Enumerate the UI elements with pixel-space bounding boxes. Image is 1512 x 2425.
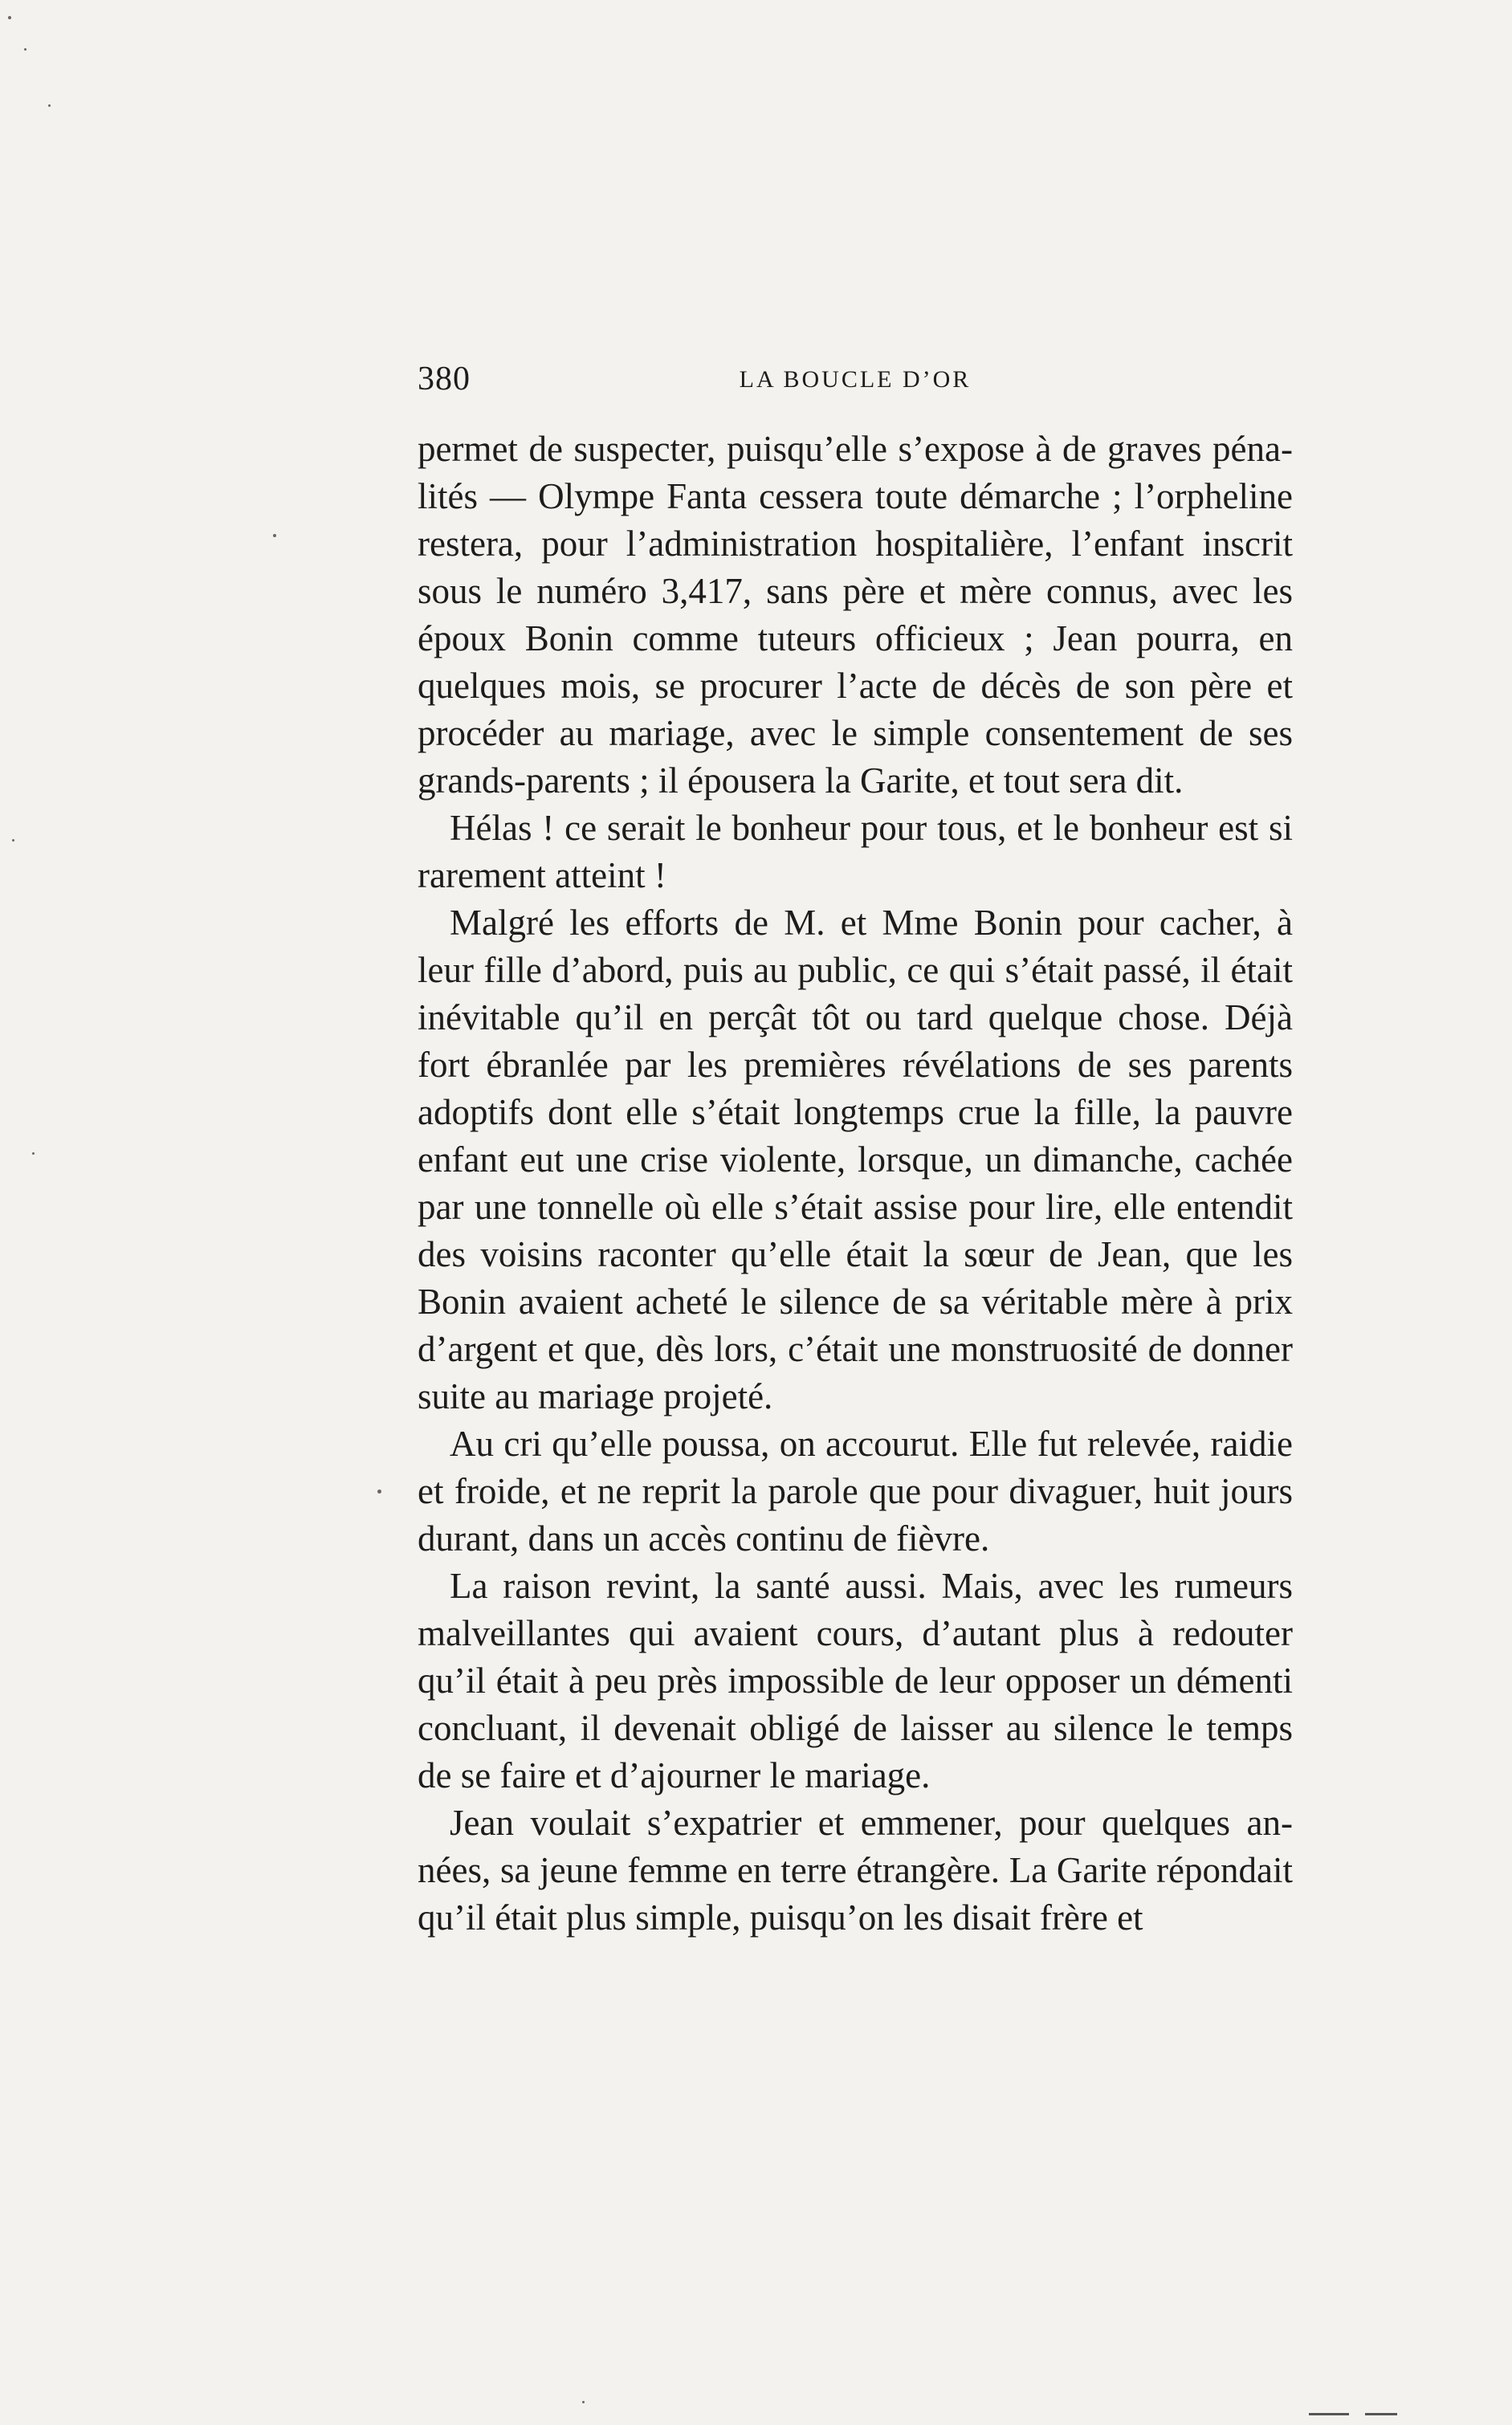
scan-speck bbox=[582, 2401, 585, 2403]
running-title: LA BOUCLE D’OR bbox=[739, 366, 972, 393]
scan-speck bbox=[24, 48, 26, 51]
paragraph-3: Malgré les efforts de M. et Mme Bonin pour cacher, à leur fille d’abord, puis au public, ce qui s’était passé, il était inévitable qu’il en perçât tôt ou tard quelque chose. Déjà fort ébranlée par les premières révélations de ses parents adoptifs dont elle s’était longtemps crue la fille, la pauvre enfant eut une crise violente, lorsque, un dimanche, cachée par une tonnelle où elle s’était assise pour lire, elle entendit des voisins raconter qu’elle était la sœur de Jean, que les Bonin avaient acheté le silence de sa véritable mère à prix d’argent et que, dès lors, c’était une monstruosité de donner suite au mariage projeté. bbox=[418, 903, 1293, 1416]
scan-speck bbox=[48, 104, 51, 107]
scan-speck bbox=[8, 16, 11, 19]
paragraph-4: Au cri qu’elle poussa, on accourut. Elle fut relevée, raidie et froide, et ne reprit la parole que pour divaguer, huit jours durant, dans un accès continu de fièvre. bbox=[418, 1424, 1293, 1559]
paragraph-2: Hélas ! ce serait le bonheur pour tous, et le bonheur est si rarement atteint ! bbox=[418, 808, 1293, 895]
scan-mark bbox=[1309, 2413, 1349, 2415]
page-number: 380 bbox=[418, 361, 471, 397]
scan-mark bbox=[1365, 2413, 1397, 2415]
scan-speck bbox=[12, 839, 14, 842]
paragraph-1: permet de suspecter, puisqu’elle s’expose à de graves pénalités — Olympe Fanta cessera toute démarche ; l’orpheline restera, pour l’administration hospitalière, l’enfant inscrit sous le numéro 3,417, sans père et mère connus, avec les époux Bonin comme tuteurs officieux ; Jean pourra, en quelques mois, se procurer l’acte de décès de son père et procéder au mariage, avec le simple consentement de ses grands-parents ; il épousera la Garite, et tout sera dit. bbox=[418, 429, 1293, 801]
scan-speck bbox=[377, 1490, 381, 1494]
scan-speck bbox=[32, 1152, 35, 1155]
paragraph-5: La raison revint, la santé aussi. Mais, avec les rumeurs malveillantes qui avaient cours, d’autant plus à redouter qu’il était à peu près impossible de leur opposer un démenti concluant, il devenait obligé de laisser au silence le temps de se faire et d’ajourner le mariage. bbox=[418, 1566, 1293, 1795]
page-header bbox=[418, 360, 1293, 408]
paragraph-6: Jean voulait s’expatrier et emmener, pour quelques années, sa jeune femme en terre étrangère. La Garite répondait qu’il était plus simple, puisqu’on les disait frère et bbox=[418, 1803, 1293, 1938]
scan-speck bbox=[273, 534, 276, 537]
body-text bbox=[418, 426, 1293, 1942]
